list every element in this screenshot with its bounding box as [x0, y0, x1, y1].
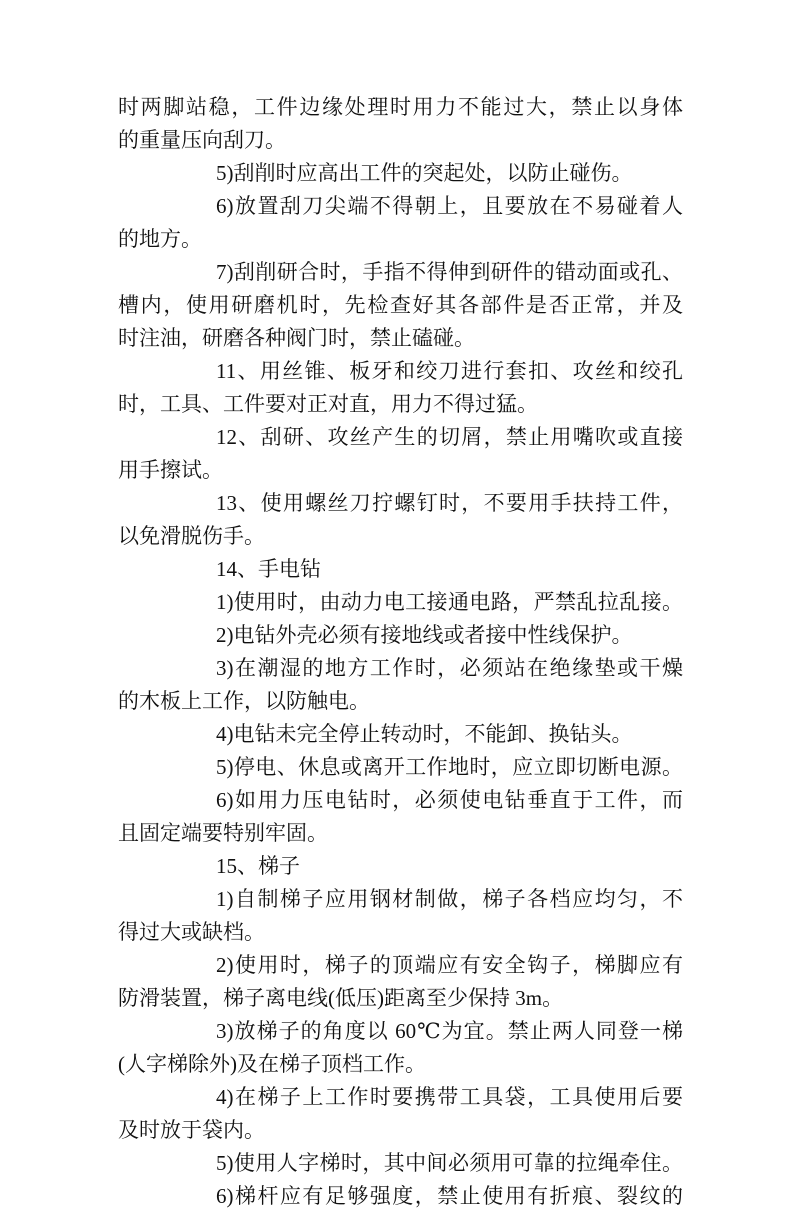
text-line: 6)放置刮刀尖端不得朝上，且要放在不易碰着人 [216, 194, 683, 218]
text-line: 时两脚站稳，工件边缘处理时用力不能过大，禁止以身体 [118, 95, 683, 119]
paragraph [118, 91, 683, 157]
text-line: 15、梯子 [216, 854, 300, 878]
paragraph [118, 718, 683, 751]
text-line: 1)使用时，由动力电工接通电路，严禁乱拉乱接。 [216, 590, 683, 614]
text-line: 6)如用力压电钻时，必须使电钻垂直于工件，而 [216, 788, 683, 812]
text-line: 5)停电、休息或离开工作地时，应立即切断电源。 [216, 755, 683, 779]
text-line: 2)使用时，梯子的顶端应有安全钩子，梯脚应有 [216, 953, 683, 977]
text-line: 的木板上工作，以防触电。 [118, 689, 370, 713]
text-line: 6)梯杆应有足够强度，禁止使用有折痕、裂纹的 [216, 1184, 683, 1208]
text-line: 槽内，使用研磨机时，先检查好其各部件是否正常，并及 [118, 293, 683, 317]
text-line: 14、手电钻 [216, 557, 321, 581]
section-heading [118, 553, 683, 586]
text-line: 及时放于袋内。 [118, 1118, 265, 1142]
text-line: 防滑装置，梯子离电线(低压)距离至少保持 3m。 [118, 986, 564, 1010]
text-line: 时注油，研磨各种阀门时，禁止磕碰。 [118, 326, 475, 350]
text-line: 3)在潮湿的地方工作时，必须站在绝缘垫或干燥 [216, 656, 683, 680]
paragraph [118, 487, 683, 553]
text-line: 用手擦试。 [118, 458, 223, 482]
text-line: (人字梯除外)及在梯子顶档工作。 [118, 1052, 426, 1076]
section-heading [118, 850, 683, 883]
text-line: 5)使用人字梯时，其中间必须用可靠的拉绳牵住。 [216, 1151, 683, 1175]
paragraph [118, 784, 683, 850]
paragraph [118, 586, 683, 619]
paragraph [118, 190, 683, 256]
text-line: 1)自制梯子应用钢材制做，梯子各档应均匀，不 [216, 887, 683, 911]
paragraph [118, 883, 683, 949]
paragraph [118, 1015, 683, 1081]
text-line: 4)在梯子上工作时要携带工具袋，工具使用后要 [216, 1085, 683, 1109]
paragraph [118, 619, 683, 652]
text-line: 的地方。 [118, 227, 202, 251]
paragraph [118, 355, 683, 421]
document-page [118, 91, 683, 1213]
text-line: 且固定端要特别牢固。 [118, 821, 328, 845]
text-line: 13、使用螺丝刀拧螺钉时，不要用手扶持工件， [216, 491, 683, 515]
text-line: 以免滑脱伤手。 [118, 524, 265, 548]
text-line: 时，工具、工件要对正对直，用力不得过猛。 [118, 392, 538, 416]
paragraph [118, 751, 683, 784]
paragraph [118, 157, 683, 190]
text-line: 5)刮削时应高出工件的突起处，以防止碰伤。 [216, 161, 633, 185]
text-line: 得过大或缺档。 [118, 920, 265, 944]
paragraph [118, 256, 683, 355]
text-line: 3)放梯子的角度以 60℃为宜。禁止两人同登一梯 [216, 1019, 683, 1043]
paragraph [118, 652, 683, 718]
text-line: 4)电钻未完全停止转动时，不能卸、换钻头。 [216, 722, 633, 746]
paragraph [118, 949, 683, 1015]
text-line: 11、用丝锥、板牙和绞刀进行套扣、攻丝和绞孔 [216, 359, 683, 383]
paragraph [118, 421, 683, 487]
text-line: 12、刮研、攻丝产生的切屑，禁止用嘴吹或直接 [216, 425, 683, 449]
text-line: 的重量压向刮刀。 [118, 128, 286, 152]
text-line: 7)刮削研合时，手指不得伸到研件的错动面或孔、 [216, 260, 683, 284]
paragraph [118, 1180, 683, 1213]
paragraph [118, 1081, 683, 1147]
paragraph [118, 1147, 683, 1180]
text-line: 2)电钻外壳必须有接地线或者接中性线保护。 [216, 623, 633, 647]
